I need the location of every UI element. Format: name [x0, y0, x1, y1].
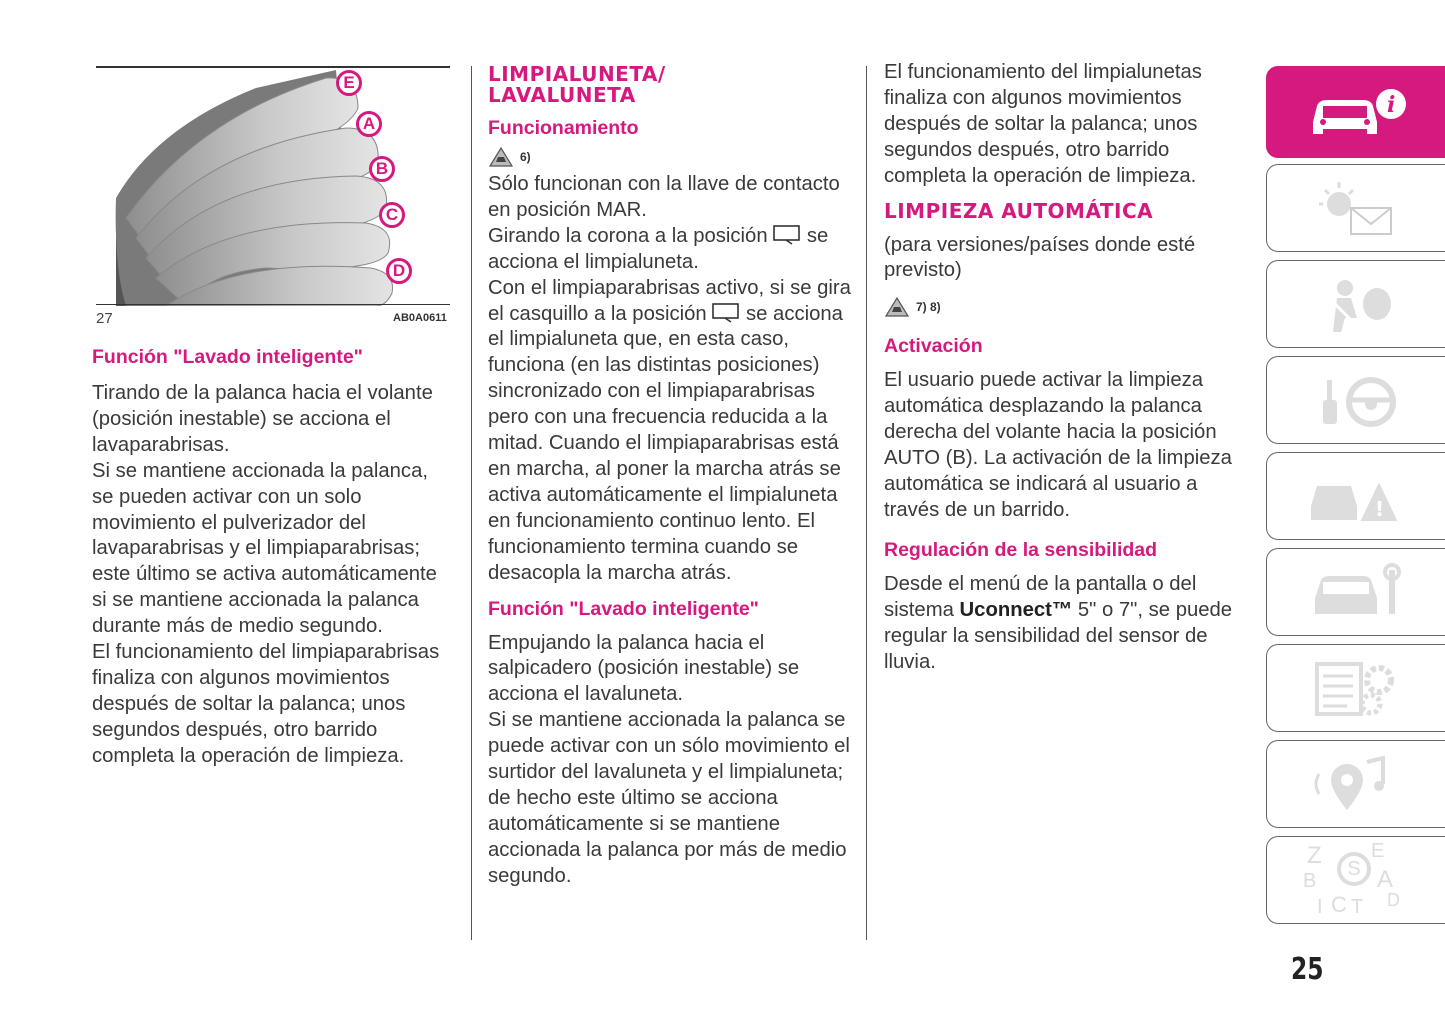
rear-wiper-icon	[712, 303, 740, 323]
paragraph: Tirando de la palanca hacia el volante (posición inestable) se acciona el lavaparabrisas.	[92, 382, 433, 456]
tab-technical-data[interactable]	[1266, 644, 1445, 732]
tab-index[interactable]	[1266, 836, 1445, 924]
index-letter: Z	[1307, 842, 1322, 869]
index-letter: S	[1337, 852, 1371, 886]
subheading-sensibilidad: Regulación de la sensibilidad	[884, 538, 1158, 561]
rear-wiper-icon	[773, 225, 801, 245]
paragraph: Sólo funcionan con la llave de contacto en posición MAR.	[488, 173, 840, 221]
warning-icon	[488, 146, 514, 168]
warning-ref-text: 6)	[520, 150, 531, 164]
uconnect-brand: Uconnect™	[959, 598, 1073, 621]
index-letter: D	[1387, 890, 1400, 910]
index-letter: T	[1351, 896, 1364, 918]
technical-data-icon	[1301, 658, 1411, 718]
car-info-icon	[1301, 82, 1411, 142]
section-title-limpieza: LIMPIEZA AUTOMÁTICA	[884, 198, 1154, 223]
multimedia-icon	[1301, 754, 1411, 814]
section-title	[488, 64, 856, 106]
warning-ref-text: 7) 8)	[916, 300, 941, 315]
warning-icon	[884, 296, 910, 318]
warning-reference	[488, 146, 856, 168]
paragraph: El usuario puede activar la limpieza automática desplazando la palanca derecha del volante hacia la posición AUTO (B). La activación de la limpieza automática se indicará al usuario a través de un barrido.	[884, 369, 1232, 521]
heading-lavado-inteligente: Función "Lavado inteligente"	[92, 346, 363, 368]
paragraph: Empujando la palanca hacia el salpicadero (posición inestable) se acciona el lavaluneta.	[488, 631, 800, 706]
label-e: E	[336, 70, 362, 96]
label-c: C	[379, 202, 405, 228]
column-1	[92, 345, 452, 770]
tab-key-steering[interactable]	[1266, 356, 1445, 444]
figure-code: AB0A0611	[393, 312, 447, 324]
label-b: B	[369, 156, 395, 182]
tab-car-info[interactable]	[1266, 66, 1445, 158]
svg-text:i: i	[1387, 92, 1396, 118]
page-number: 25	[1291, 952, 1324, 987]
paragraph: (para versiones/países donde esté previsto)	[884, 233, 1196, 282]
paragraph	[884, 572, 1249, 676]
maintenance-icon	[1301, 562, 1411, 622]
paragraph: El funcionamiento del limpialunetas finaliza con algunos movimientos después de soltar la palanca; unos segundos después, otro barrido completa la operación de limpieza.	[884, 61, 1202, 187]
text-span: se acciona el limpialuneta que, en esta caso, funciona (en las distintas posiciones) sincronizado con el limpiaparabrisas pero con una frecuencia reducida a la mitad. Cuando el limpiaparabrisas está en marcha, al poner la marcha atrás se activa automáticamente el limpialuneta en funcionamiento continuo lento. El funcionamiento termina cuando se desacopla la marcha atrás.	[488, 302, 843, 584]
column-divider	[866, 66, 867, 940]
emergency-icon	[1301, 466, 1411, 526]
label-a: A	[356, 111, 382, 137]
text-span: Con el limpiaparabrisas activo, si se gira el casquillo a la posición	[488, 276, 851, 325]
paragraph	[488, 224, 856, 276]
paragraph	[488, 276, 856, 587]
paragraph: Si se mantiene accionada la palanca, se pueden activar con un solo movimiento el pulverizador del lavaparabrisas y el limpiaparabrisas; este último se activa automáticamente si se mantiene accionada la palanca durante más de medio segundo.	[92, 459, 437, 638]
index-letter: A	[1377, 866, 1394, 893]
text-span: se acciona el limpialuneta.	[488, 224, 829, 273]
paragraph: El funcionamiento del limpiaparabrisas finaliza con algunos movimientos después de soltar la palanca; unos segundos después, otro barrido completa la operación de limpieza.	[92, 641, 440, 767]
wiper-lever-figure	[96, 66, 450, 306]
index-letter: E	[1371, 840, 1385, 862]
tab-lights-messages[interactable]	[1266, 164, 1445, 252]
figure-number: 27	[96, 310, 113, 327]
index-icon	[1301, 840, 1411, 920]
title-line-1: LIMPIALUNETA/	[488, 62, 666, 86]
column-divider	[471, 66, 472, 940]
title-line-2: LAVALUNETA	[488, 83, 636, 107]
text-span: Girando la corona a la posición	[488, 224, 768, 247]
paragraph: Si se mantiene accionada la palanca se puede activar con un sólo movimiento el surtidor del lavaluneta y el limpialuneta; de hecho este último se acciona automáticamente si se mantiene accionada la palanca por más de medio segundo.	[488, 709, 850, 887]
safety-airbag-icon	[1301, 274, 1411, 334]
key-steering-icon	[1301, 370, 1411, 430]
warning-reference	[884, 296, 1249, 318]
svg-text:!: !	[1375, 497, 1385, 521]
tab-safety[interactable]	[1266, 260, 1445, 348]
column-2	[488, 64, 856, 890]
figure-rule	[96, 304, 450, 305]
subheading-activacion: Activación	[884, 335, 983, 358]
index-letter: I	[1317, 896, 1323, 918]
tab-multimedia[interactable]	[1266, 740, 1445, 828]
column-3	[884, 60, 1249, 675]
tab-emergency[interactable]	[1266, 452, 1445, 540]
subheading-lavado-inteligente: Función "Lavado inteligente"	[488, 597, 759, 620]
label-d: D	[386, 258, 412, 284]
subheading-funcionamiento: Funcionamiento	[488, 117, 639, 139]
text-span: Desde el menú de la pantalla o del sistema	[884, 572, 1197, 621]
lights-messages-icon	[1301, 178, 1411, 238]
tab-maintenance[interactable]	[1266, 548, 1445, 636]
index-letter: C	[1331, 892, 1347, 917]
index-letter: B	[1303, 870, 1317, 892]
text-span: 5" o 7", se puede regular la sensibilidad del sensor de lluvia.	[884, 598, 1233, 673]
